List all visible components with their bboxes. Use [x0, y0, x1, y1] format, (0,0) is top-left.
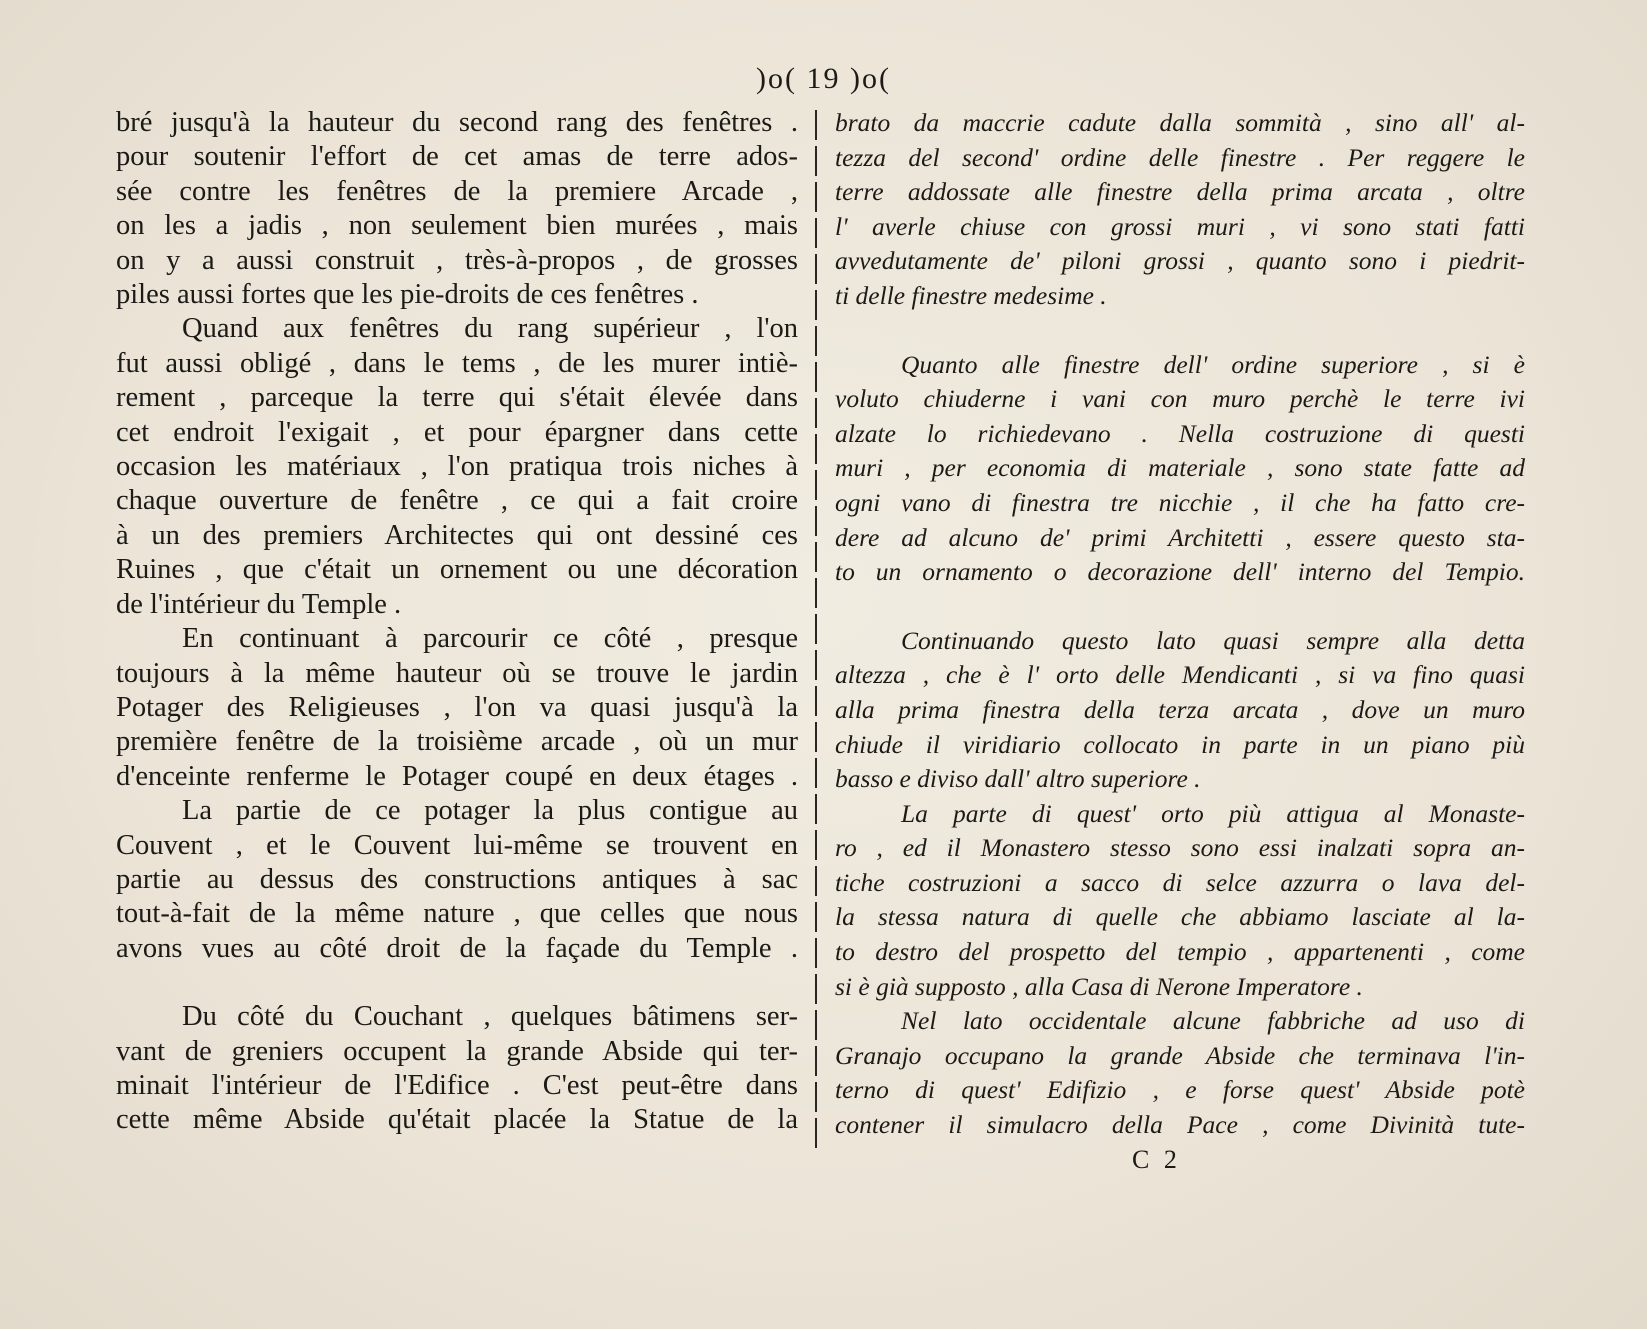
text-line: Du côté du Couchant , quelques bâtimens ser- [182, 1001, 798, 1033]
text-line: l' averle chiuse con grossi muri , vi sono stati fatti [835, 211, 1525, 241]
signature-mark: C 2 [1132, 1145, 1181, 1174]
text-line: to destro del prospetto del tempio , appartenenti , come [835, 937, 1525, 967]
text-line: Ruines , que c'était un ornement ou une décoration [116, 554, 798, 586]
text-line: terre addossate alle finestre della prima arcata , oltre [835, 177, 1525, 207]
text-line: occasion les matériaux , l'on pratiqua trois niches à [116, 451, 798, 483]
text-line: La partie de ce potager la plus contigue au [182, 795, 798, 827]
paragraph [116, 312, 798, 622]
text-line: altezza , che è l' orto delle Mendicanti , si va fino quasi [835, 660, 1525, 690]
text-line: tiche costruzioni a sacco di selce azzurra o lava del- [835, 867, 1525, 897]
paragraph-gap [116, 966, 798, 1000]
text-line: chiude il viridiario collocato in parte in un piano più [835, 729, 1525, 759]
text-line: ro , ed il Monastero stesso sono essi inalzati sopra an- [835, 833, 1525, 863]
paragraph [835, 797, 1525, 1005]
text-line: Granajo occupano la grande Abside che terminava l'in- [835, 1040, 1525, 1070]
text-line: tout-à-fait de la même nature , que celles que nous [116, 898, 798, 930]
text-line: muri , per economia di materiale , sono state fatte ad [835, 453, 1525, 483]
paragraph [116, 1000, 798, 1138]
text-line: Potager des Religieuses , l'on va quasi jusqu'à la [116, 691, 798, 723]
italian-column [835, 106, 1525, 1143]
text-line: Continuando questo lato quasi sempre alla detta [901, 625, 1525, 655]
text-line: pour soutenir l'effort de cet amas de terre ados- [116, 141, 798, 173]
paragraph-gap [835, 590, 1525, 624]
text-line: toujours à la même hauteur où se trouve le jardin [116, 657, 798, 689]
text-line: Nel lato occidentale alcune fabbriche ad uso di [901, 1006, 1525, 1036]
text-line: tezza del second' ordine delle finestre . Per reggere le [835, 142, 1525, 172]
text-line: minait l'intérieur de l'Edifice . C'est peut-être dans [116, 1069, 798, 1101]
paragraph [835, 348, 1525, 590]
paragraph [116, 794, 798, 966]
paragraph [116, 622, 798, 794]
text-line: dere ad alcuno de' primi Architetti , essere questo sta- [835, 522, 1525, 552]
text-line: Couvent , et le Couvent lui-même se trouvent en [116, 829, 798, 861]
text-line: la stessa natura di quelle che abbiamo lasciate al la- [835, 902, 1525, 932]
text-line: brato da maccrie cadute dalla sommità , sino all' al- [835, 108, 1525, 137]
text-line: fut aussi obligé , dans le tems , de les murer intiè- [116, 347, 798, 379]
text-line: bré jusqu'à la hauteur du second rang des fenêtres . [116, 107, 798, 138]
text-line: terno di quest' Edifizio , e forse quest' Abside potè [835, 1075, 1525, 1105]
text-line: rement , parceque la terre qui s'était élevée dans [116, 382, 798, 414]
text-line: contener il simulacro della Pace , come Divinità tute- [835, 1110, 1525, 1140]
text-line: première fenêtre de la troisième arcade , où un mur [116, 726, 798, 758]
text-line: vant de greniers occupent la grande Abside qui ter- [116, 1035, 798, 1067]
text-line: piles aussi fortes que les pie-droits de ces fenêtres . [116, 279, 699, 311]
text-line: Quanto alle finestre dell' ordine superiore , si è [901, 349, 1525, 379]
paragraph-gap [835, 314, 1525, 348]
text-line: alla prima finestra della terza arcata , dove un muro [835, 694, 1525, 724]
text-line: partie au dessus des constructions antiques à sac [116, 863, 798, 895]
text-line: cette même Abside qu'était placée la Statue de la [116, 1104, 798, 1136]
text-line: basso e diviso dall' altro superiore . [835, 764, 1201, 794]
text-line: sée contre les fenêtres de la premiere Arcade , [116, 175, 798, 207]
text-line: cet endroit l'exigait , et pour épargner dans cette [116, 416, 798, 448]
text-line: on les a jadis , non seulement bien murées , mais [116, 210, 798, 242]
text-line: alzate lo richiedevano . Nella costruzione di questi [835, 418, 1525, 448]
text-line: avons vues au côté droit de la façade du Temple . [116, 932, 798, 964]
text-line: on y a aussi construit , très-à-propos , de grosses [116, 244, 798, 276]
text-line: ti delle finestre medesime . [835, 280, 1107, 310]
paragraph [116, 106, 798, 312]
french-column [116, 106, 798, 1138]
text-line: voluto chiuderne i vani con muro perchè le terre ivi [835, 384, 1525, 414]
paragraph [835, 624, 1525, 797]
paragraph [835, 106, 1525, 314]
text-line: d'enceinte renferme le Potager coupé en deux étages . [116, 760, 798, 792]
text-line: En continuant à parcourir ce côté , presque [182, 623, 798, 655]
text-line: to un ornamento o decorazione dell' interno del Tempio. [835, 557, 1525, 587]
paragraph [835, 1004, 1525, 1142]
text-line: La parte di quest' orto più attigua al Monaste- [901, 798, 1525, 828]
text-line: à un des premiers Architectes qui ont dessiné ces [116, 519, 798, 551]
text-line: de l'intérieur du Temple . [116, 588, 402, 620]
text-line: si è già supposto , alla Casa di Nerone Imperatore . [835, 971, 1363, 1001]
text-line: Quand aux fenêtres du rang supérieur , l'on [182, 313, 798, 345]
column-divider [815, 110, 817, 1154]
text-line: avvedutamente de' piloni grossi , quanto sono i piedrit- [835, 246, 1525, 276]
text-line: ogni vano di finestra tre nicchie , il che ha fatto cre- [835, 487, 1525, 517]
text-line: chaque ouverture de fenêtre , ce qui a fait croire [116, 485, 798, 517]
page-number: )o( 19 )o( [756, 62, 891, 95]
